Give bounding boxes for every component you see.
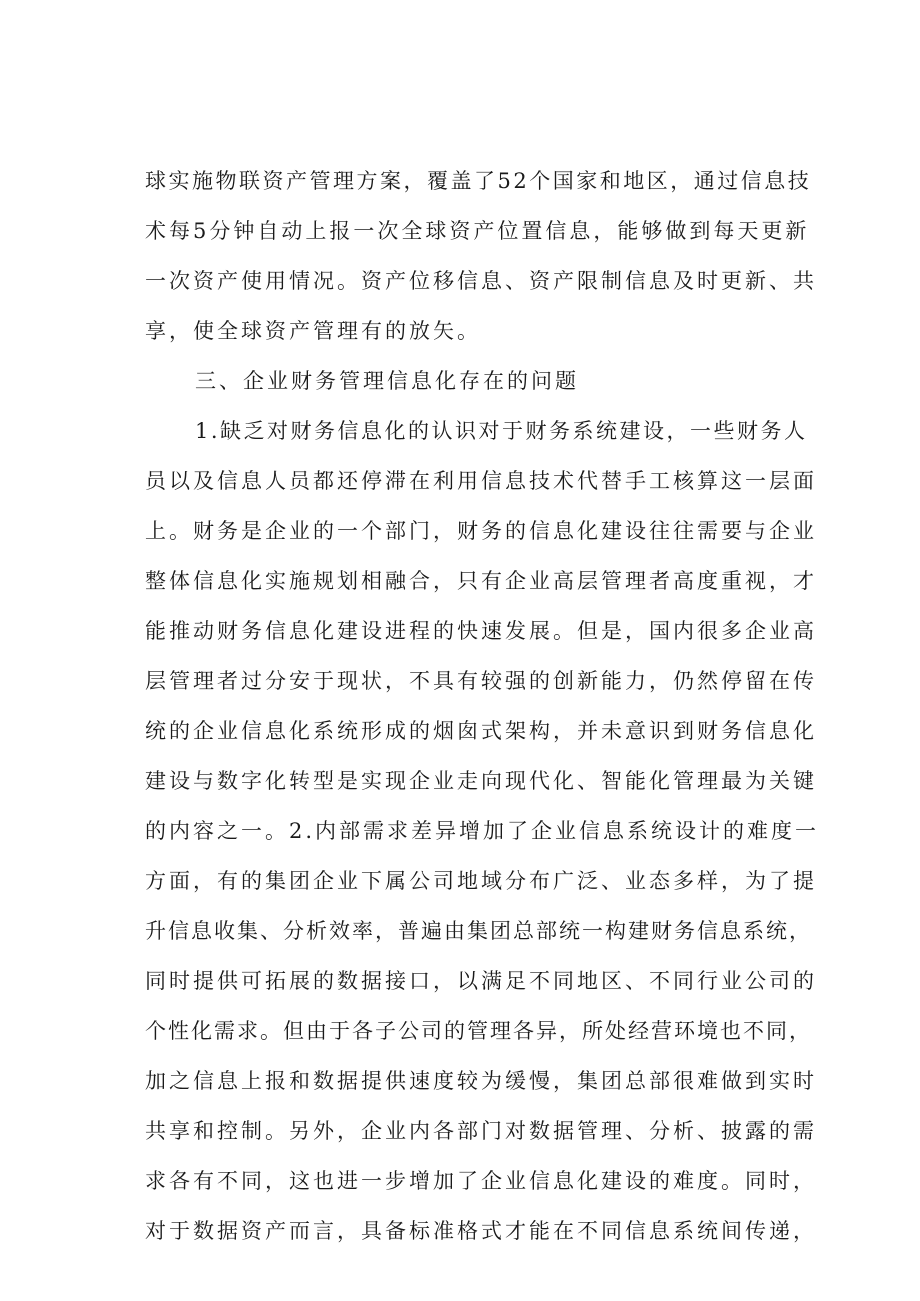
text-line: 享，使全球资产管理有的放矢。 <box>145 319 481 343</box>
text-line: 个性化需求。但由于各子公司的管理各异，所处经营环境也不同， <box>145 1019 812 1043</box>
text-line: 一次资产使用情况。资产位移信息、资产限制信息及时更新、共 <box>145 269 817 293</box>
text-line: 术每5分钟自动上报一次全球资产位置信息，能够做到每天更新 <box>145 219 810 243</box>
text-line: 同时提供可拓展的数据接口，以满足不同地区、不同行业公司的 <box>145 969 817 993</box>
text-line: 对于数据资产而言，具备标准格式才能在不同信息系统间传递， <box>145 1219 817 1243</box>
text-line: 升信息收集、分析效率，普遍由集团总部统一构建财务信息系统， <box>145 919 812 943</box>
text-line: 层管理者过分安于现状，不具有较强的创新能力，仍然停留在传 <box>145 669 817 693</box>
text-line: 员以及信息人员都还停滞在利用信息技术代替手工核算这一层面 <box>145 469 817 493</box>
text-line: 的内容之一。2.内部需求差异增加了企业信息系统设计的难度一 <box>145 819 820 843</box>
text-line: 球实施物联资产管理方案，覆盖了52个国家和地区，通过信息技 <box>145 169 812 193</box>
text-line: 建设与数字化转型是实现企业走向现代化、智能化管理最为关键 <box>145 769 817 793</box>
text-line: 1.缺乏对财务信息化的认识对于财务系统建设，一些财务人 <box>195 419 808 443</box>
text-line: 上。财务是企业的一个部门，财务的信息化建设往往需要与企业 <box>145 519 817 543</box>
text-line: 加之信息上报和数据提供速度较为缓慢，集团总部很难做到实时 <box>145 1069 817 1093</box>
section-heading: 三、企业财务管理信息化存在的问题 <box>195 369 579 393</box>
text-line: 整体信息化实施规划相融合，只有企业高层管理者高度重视，才 <box>145 569 817 593</box>
text-line: 共享和控制。另外，企业内各部门对数据管理、分析、披露的需 <box>145 1119 817 1143</box>
text-line: 求各有不同，这也进一步增加了企业信息化建设的难度。同时， <box>145 1169 817 1193</box>
text-line: 能推动财务信息化建设进程的快速发展。但是，国内很多企业高 <box>145 619 817 643</box>
text-line: 统的企业信息化系统形成的烟囱式架构，并未意识到财务信息化 <box>145 719 817 743</box>
text-line: 方面，有的集团企业下属公司地域分布广泛、业态多样，为了提 <box>145 869 817 893</box>
